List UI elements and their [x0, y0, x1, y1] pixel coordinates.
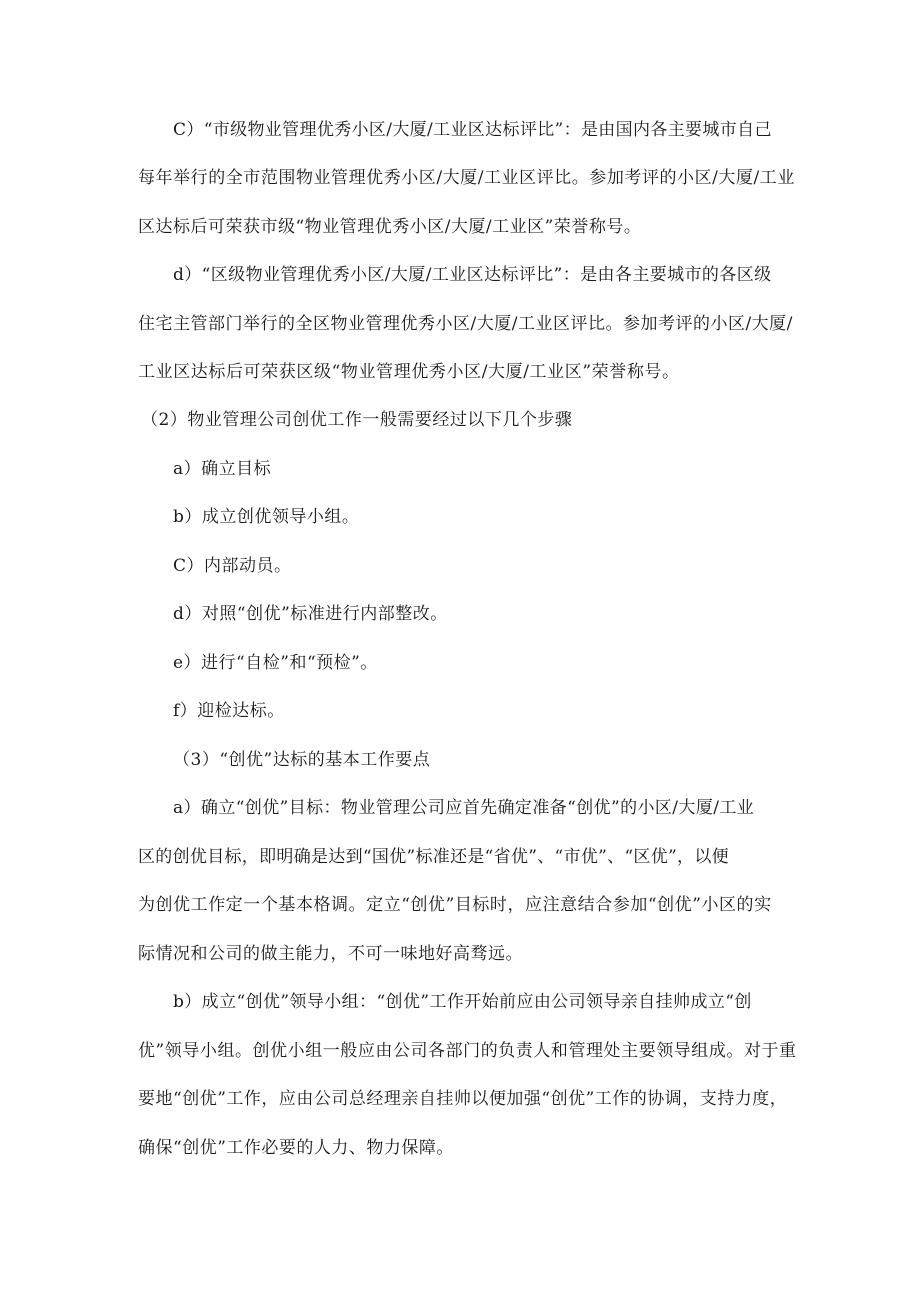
paragraph-d-line-1: d）“区级物业管理优秀小区/大厦/工业区达标评比”：是由各主要城市的各区级 — [173, 265, 772, 285]
paragraph-a-line-3: 为创优工作定一个基本格调。定立“创优”目标时，应注意结合参加“创优”小区的实 — [138, 895, 772, 915]
list-item: b）成立创优领导小组。 — [173, 507, 360, 527]
paragraph-a-line-2: 区的创优目标，即明确是达到“国优”标准还是“省优”、“市优”、“区优”，以便 — [138, 847, 729, 867]
paragraph-a-line-4: 际情况和公司的做主能力，不可一味地好高骛远。 — [138, 944, 523, 964]
paragraph-b-line-1: b）成立“创优”领导小组：“创优”工作开始前应由公司领导亲自挂帅成立“创 — [173, 992, 752, 1012]
paragraph-c-line-2: 每年举行的全市范围物业管理优秀小区/大厦/工业区评比。参加考评的小区/大厦/工业 — [138, 168, 795, 188]
list-item: f）迎检达标。 — [173, 701, 285, 721]
section-heading-3: （3）“创优”达标的基本工作要点 — [173, 750, 431, 770]
list-item: a）确立目标 — [173, 459, 272, 479]
list-item: d）对照“创优”标准进行内部整改。 — [173, 604, 448, 624]
paragraph-c-line-3: 区达标后可荣获市级“物业管理优秀小区/大厦/工业区”荣誉称号。 — [138, 217, 642, 237]
paragraph-d-line-3: 工业区达标后可荣获区级“物业管理优秀小区/大厦/工业区”荣誉称号。 — [138, 362, 680, 382]
paragraph-c-line-1: C）“市级物业管理优秀小区/大厦/工业区达标评比”：是由国内各主要城市自己 — [173, 120, 772, 140]
paragraph-b-line-4: 确保“创优”工作必要的人力、物力保障。 — [138, 1138, 454, 1158]
paragraph-b-line-2: 优”领导小组。创优小组一般应由公司各部门的负责人和管理处主要领导组成。对于重 — [138, 1041, 797, 1061]
paragraph-b-line-3: 要地“创优”工作，应由公司总经理亲自挂帅以便加强“创优”工作的协调，支持力度， — [138, 1089, 788, 1109]
paragraph-a-line-1: a）确立“创优”目标：物业管理公司应首先确定准备“创优”的小区/大厦/工业 — [173, 798, 755, 818]
paragraph-d-line-2: 住宅主管部门举行的全区物业管理优秀小区/大厦/工业区评比。参加考评的小区/大厦/ — [138, 314, 793, 334]
list-item: e）进行“自检”和“预检”。 — [173, 653, 378, 673]
list-item: C）内部动员。 — [173, 556, 292, 576]
section-heading-2: （2）物业管理公司创优工作一般需要经过以下几个步骤 — [141, 410, 573, 430]
